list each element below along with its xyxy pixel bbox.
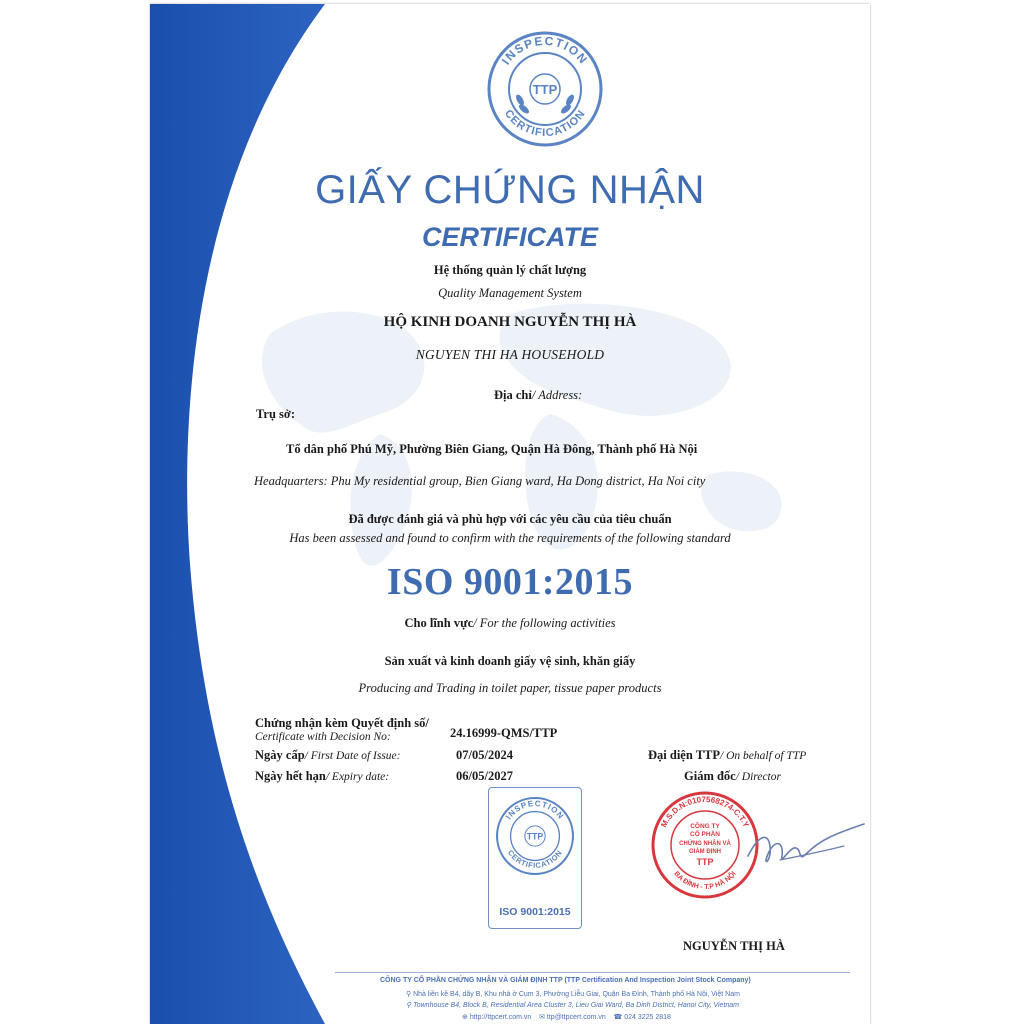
footer-address-en-text: Townhouse B4, Block B, Residential Area Cluster 3, Lieu Giai Ward, Ba Dinh District, Hanoi City, Vietnam: [413, 1002, 740, 1009]
stamp-line-2: CỔ PHẦN: [690, 831, 720, 838]
svg-text:CERTIFICATION: [506, 848, 564, 870]
decision-label-en: Certificate with Decision No:: [255, 731, 391, 743]
footer-company: CÔNG TY CỔ PHẦN CHỨNG NHẬN VÀ GIÁM ĐỊNH TTP (TTP Certification And Inspection Joint Stock Company): [380, 977, 751, 984]
ttp-logo: [486, 30, 604, 148]
expiry-date-value: 06/05/2027: [456, 769, 513, 783]
stamp-line-3: CHỨNG NHẬN VÀ: [679, 841, 731, 847]
system-english: Quality Management System: [438, 286, 582, 300]
svg-text:INSPECTION: [499, 34, 591, 67]
certificate-page: [150, 4, 870, 1024]
scope-english: Producing and Trading in toilet paper, tissue paper products: [358, 681, 662, 695]
headquarters-address-vietnamese: Tổ dân phố Phú Mỹ, Phường Biên Giang, Quận Hà Đông, Thành phố Hà Nội: [286, 442, 698, 456]
assessed-english: Has been assessed and found to confirm with the requirements of the following standard: [289, 531, 731, 545]
globe-icon: ⊕: [462, 1014, 468, 1021]
footer-divider: [335, 972, 850, 973]
phone-icon: ☎: [613, 1014, 623, 1021]
expiry-date-label-en: / Expiry date:: [325, 771, 390, 783]
director-label-en: / Director: [735, 771, 781, 783]
company-name-vietnamese: HỘ KINH DOANH NGUYỄN THỊ HÀ: [383, 314, 637, 330]
footer-web[interactable]: http://ttpcert.com.vn: [469, 1014, 532, 1021]
issue-date-label-vi: Ngày cấp: [255, 748, 305, 762]
director-label-vi: Giám đốc: [684, 769, 736, 783]
seal-ring-bottom-text: CERTIFICATION: [505, 848, 565, 870]
stamp-line-4: GIÁM ĐỊNH: [689, 849, 721, 855]
footer-phone: 024 3225 2818: [624, 1014, 671, 1021]
title-english: CERTIFICATE: [421, 222, 598, 252]
seal-center-text: TTP: [526, 831, 544, 842]
location-icon: ⚲: [406, 991, 412, 998]
logo-ring-bottom-text: CERTIFICATION: [501, 107, 589, 140]
address-label: [494, 388, 582, 403]
stamp-ring-text: M.S.D.N:0107568274-C.T.Y: [659, 794, 751, 829]
system-vietnamese: Hệ thống quản lý chất lượng: [433, 263, 587, 277]
address-label-vi: Địa chỉ: [494, 388, 532, 402]
issue-date-label-en: / First Date of Issue:: [304, 750, 401, 762]
svg-text:BA ĐÌNH - T.P HÀ NỘI: [672, 870, 737, 891]
iso-certification-seal: [488, 787, 582, 929]
seal-logo-icon: [495, 796, 575, 876]
logo-center-text: TTP: [532, 82, 558, 97]
seal-caption: ISO 9001:2015: [499, 906, 571, 918]
footer-address-vi: [406, 990, 740, 998]
activities-label: [150, 616, 870, 631]
footer-address-en: [406, 1001, 739, 1009]
iso-standard: ISO 9001:2015: [386, 561, 634, 603]
scope-vietnamese: Sản xuất và kinh doanh giấy vệ sinh, khăn giấy: [384, 654, 636, 668]
address-label-en: / Address:: [531, 388, 583, 402]
headquarters-address-english: Headquarters: Phu My residential group, Bien Giang ward, Ha Dong district, Ha Noi city: [254, 474, 706, 488]
issue-date-value: 07/05/2024: [456, 748, 513, 762]
location-icon: ⚲: [406, 1002, 412, 1009]
assessed-vietnamese: Đã được đánh giá và phù hợp với các yêu cầu của tiêu chuẩn: [348, 512, 672, 526]
footer-email[interactable]: ttp@ttpcert.com.vn: [546, 1014, 606, 1021]
seal-ring-top-text: INSPECTION: [504, 799, 566, 822]
decision-label-vi: Chứng nhận kèm Quyết định số/: [255, 716, 429, 730]
expiry-date-label: [255, 769, 389, 784]
director-label: [684, 769, 781, 784]
issue-date-label: [255, 748, 400, 763]
director-signature: [740, 816, 870, 876]
director-name: NGUYỄN THỊ HÀ: [683, 939, 785, 953]
activities-label-vi: Cho lĩnh vực: [404, 616, 474, 630]
title-vietnamese: GIẤY CHỨNG NHẬN: [315, 168, 705, 212]
headquarters-label: Trụ sở:: [256, 407, 295, 421]
svg-text:INSPECTION: [504, 799, 566, 821]
logo-ring-top-text: INSPECTION: [498, 33, 591, 68]
representative-label-en: / On behalf of TTP: [720, 750, 807, 762]
expiry-date-label-vi: Ngày hết hạn: [255, 769, 326, 783]
stamp-line-5: TTP: [696, 857, 714, 867]
company-name-english: NGUYEN THI HA HOUSEHOLD: [415, 347, 605, 362]
representative-label-vi: Đại diện TTP: [648, 748, 721, 762]
footer-address-vi-text: Nhà liền kề B4, dãy B, Khu nhà ở Cụm 3, Phường Liễu Giai, Quận Ba Đình, Thành phố Hà Nội, Việt Nam: [413, 991, 740, 998]
mail-icon: ✉: [539, 1014, 545, 1021]
representative-label: [648, 748, 806, 763]
decision-number: 24.16999-QMS/TTP: [450, 726, 558, 740]
stamp-ring-bottom-text: BA ĐÌNH - T.P HÀ NỘI: [672, 870, 738, 892]
footer-contacts: [462, 1013, 671, 1021]
stamp-line-1: CÔNG TY: [690, 823, 720, 830]
activities-label-en: / For the following activities: [473, 616, 616, 630]
